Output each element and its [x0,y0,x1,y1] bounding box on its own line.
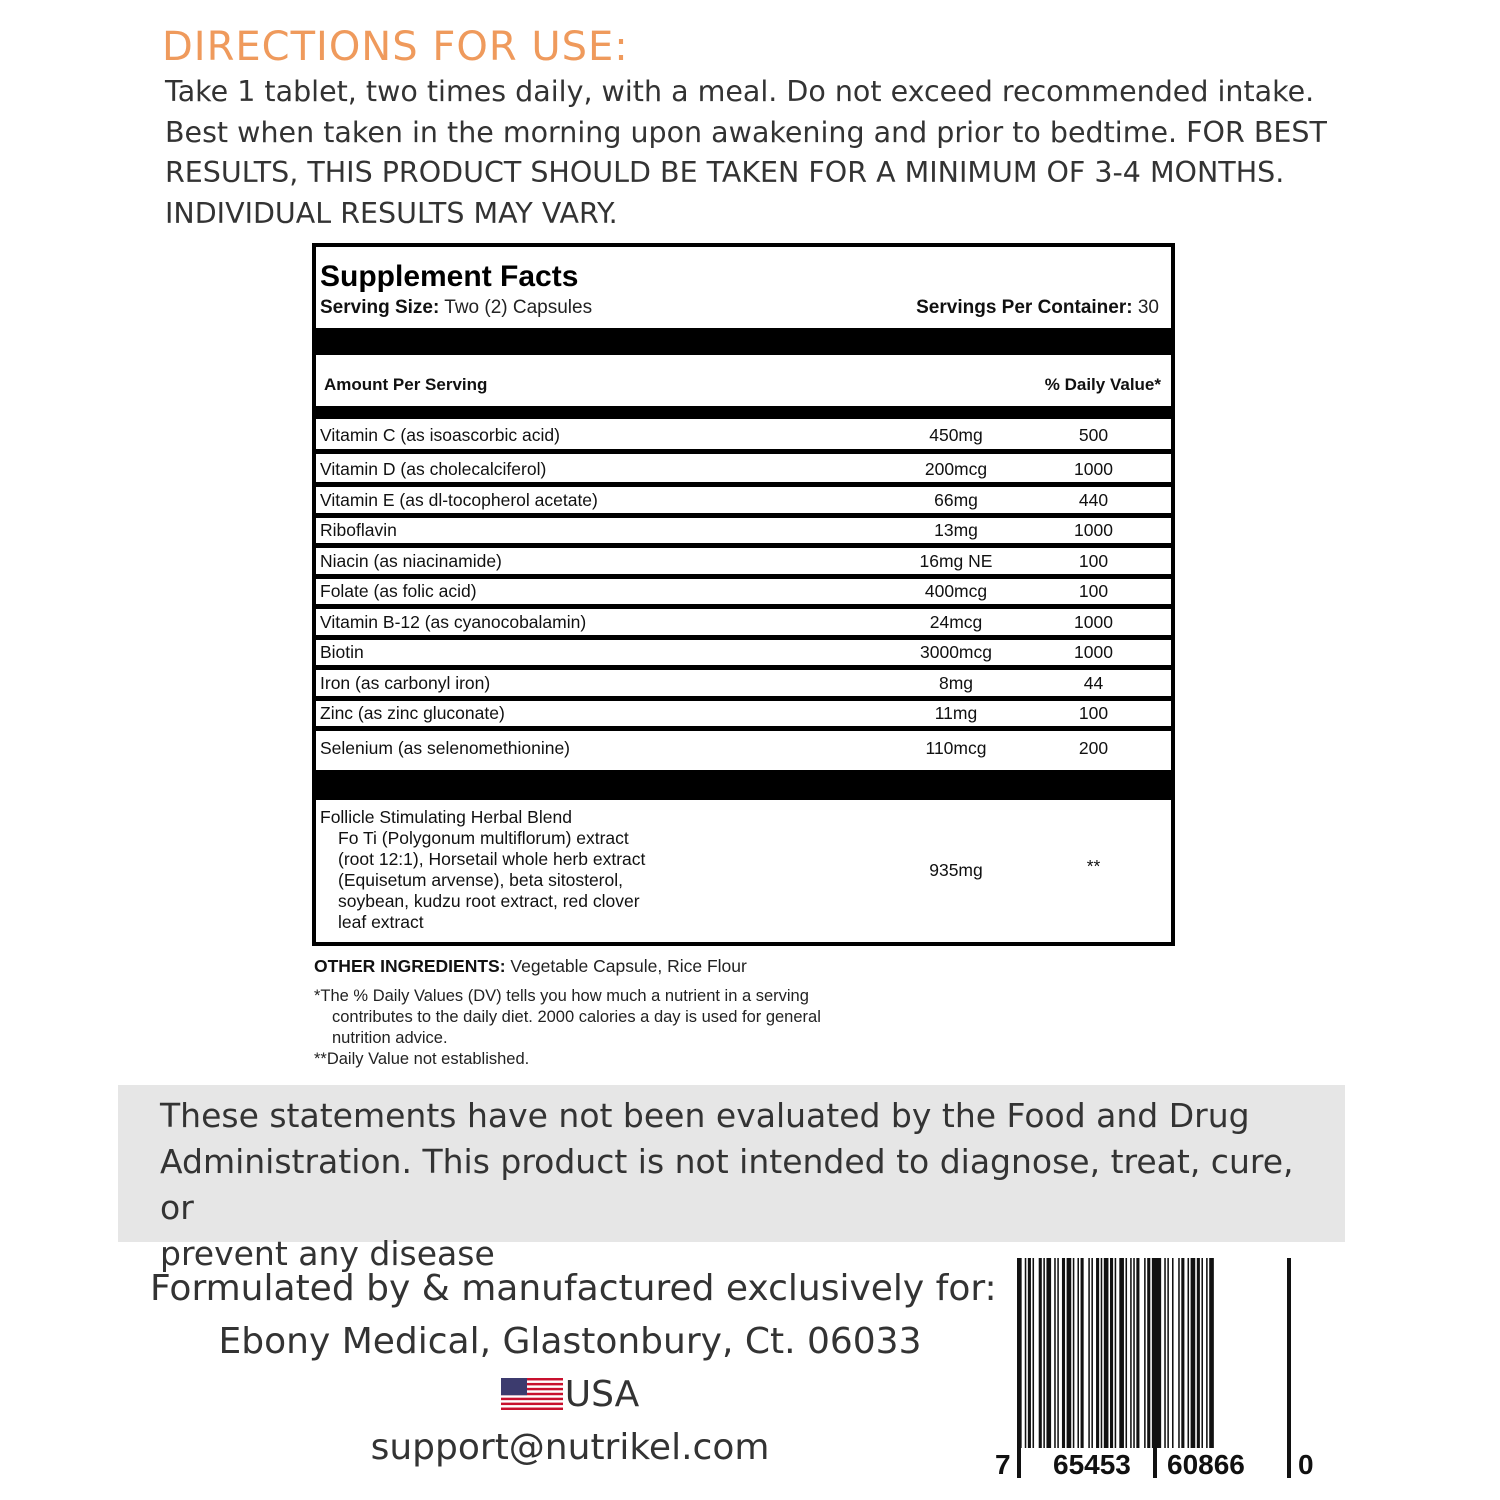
nutrient-daily-value: 1000 [1074,459,1113,479]
directions-line: INDIVIDUAL RESULTS MAY VARY. [165,196,618,230]
row-divider [316,543,1171,548]
barcode-bar [1126,1258,1128,1448]
barcode-guard-bar [1017,1258,1019,1478]
barcode-bar [1188,1258,1190,1448]
nutrient-amount: 13mg [934,520,978,540]
thick-divider [316,406,1171,419]
other-ingredients-value: Vegetable Capsule, Rice Flour [510,956,747,976]
support-email[interactable]: support@nutrikel.com [370,1427,770,1468]
barcode-bar [1039,1258,1042,1448]
barcode-bar [1077,1258,1079,1448]
nutrient-daily-value: 100 [1078,551,1109,571]
serving-size-label: Serving Size: [320,297,440,318]
blend-daily-value: ** [1086,856,1101,876]
nutrient-row [316,671,1171,696]
barcode-bar [1101,1258,1103,1448]
row-divider [316,726,1171,731]
serving-size-value: Two (2) Capsules [444,297,593,318]
barcode-bar [1209,1258,1214,1448]
dv-footnote-line: *The % Daily Values (DV) tells you how much a nutrient in a serving [314,987,809,1005]
supplement-facts-panel [312,243,1175,946]
nutrient-amount: 16mg NE [919,551,993,571]
manufacturer-country [150,1368,990,1421]
barcode-bar [1181,1258,1184,1448]
barcode-bar [1067,1258,1072,1448]
barcode-bar [1057,1258,1059,1448]
servings-per-container-value: 30 [1137,297,1159,318]
barcode-guard-bar [1019,1258,1021,1478]
nutrient-daily-value: 44 [1083,673,1104,693]
barcode-bar [1178,1258,1180,1448]
fda-disclaimer [118,1085,1345,1273]
nutrient-row [316,488,1171,513]
fda-disclaimer-text [160,1093,1320,1277]
nutrient-daily-value: 1000 [1074,520,1113,540]
fda-line: Administration. This product is not intended to diagnose, treat, cure, or [160,1142,1294,1227]
blend-amount: 935mg [929,860,983,880]
nutrient-row [316,457,1171,482]
barcode-bar [1206,1258,1208,1448]
barcode-right-group: 60866 [1167,1449,1245,1480]
blend-ingredient-line: soybean, kudzu root extract, red clover [338,891,640,911]
blend-name: Follicle Stimulating Herbal Blend [320,807,572,827]
nutrient-name: Selenium (as selenomethionine) [320,738,570,758]
barcode-bar [1046,1258,1051,1448]
nutrient-row [316,701,1171,726]
nutrient-daily-value: 100 [1078,581,1109,601]
directions-text [165,72,1345,234]
barcode-bar [1136,1258,1139,1448]
nutrient-row [316,640,1171,665]
barcode-bar [1172,1258,1174,1448]
nutrient-daily-value: 200 [1078,738,1109,758]
barcode-bar [1115,1258,1117,1448]
barcode-bar [1167,1258,1169,1448]
row-divider [316,449,1171,454]
nutrient-amount: 8mg [938,673,974,693]
fda-line: prevent any disease [160,1234,495,1273]
nutrient-row [316,610,1171,635]
nutrient-amount: 11mg [934,703,978,723]
daily-value-header: % Daily Value* [1044,375,1161,394]
nutrient-row [316,549,1171,574]
nutrient-amount: 66mg [934,490,978,510]
barcode-bar [1130,1258,1132,1448]
nutrient-name: Vitamin C (as isoascorbic acid) [320,425,560,445]
thick-divider [316,770,1171,800]
nutrient-row [316,733,1171,766]
nutrient-name: Vitamin E (as dl-tocopherol acetate) [320,490,598,510]
nutrient-amount: 3000mcg [920,642,992,662]
blend-ingredient-line: Fo Ti (Polygonum multiflorum) extract [338,828,629,848]
barcode-bar [1043,1258,1045,1448]
barcode-bar [1157,1258,1162,1448]
nutrient-daily-value: 500 [1078,425,1109,445]
barcode-bar [1197,1258,1200,1448]
servings-per-container [916,297,1159,319]
barcode-bar [1081,1258,1084,1448]
manufacturer-address: Ebony Medical, Glastonbury, Ct. 06033 [218,1321,922,1362]
manufacturer-line: Formulated by & manufactured exclusively for: [150,1268,997,1309]
barcode-bar [1147,1258,1150,1448]
country-label: USA [564,1374,640,1415]
serving-size [320,297,592,319]
nutrient-daily-value: 440 [1078,490,1109,510]
barcode-bars [995,1255,1315,1485]
barcode-bar [1025,1258,1027,1448]
barcode-bar [1096,1258,1099,1448]
other-ingredients-label: OTHER INGREDIENTS: [314,956,506,976]
nutrient-name: Niacin (as niacinamide) [320,551,502,571]
manufacturer-info [150,1262,997,1474]
barcode-bar [1028,1258,1031,1448]
barcode-bar [1033,1258,1035,1448]
nutrient-name: Zinc (as zinc gluconate) [320,703,505,723]
nutrient-name: Vitamin D (as cholecalciferol) [320,459,547,479]
row-divider [316,482,1171,487]
blend-ingredient-line: (Equisetum arvense), beta sitosterol, [338,870,623,890]
blend-ingredient-line: leaf extract [338,912,424,932]
blend-ingredient-line: (root 12:1), Horsetail whole herb extract [338,849,646,869]
footnotes [314,986,914,1070]
other-ingredients [314,956,747,977]
nutrient-daily-value: 100 [1078,703,1109,723]
nutrient-name: Iron (as carbonyl iron) [320,673,491,693]
nutrient-daily-value: 1000 [1074,642,1113,662]
barcode-bar [1088,1258,1090,1448]
nutrient-row [316,579,1171,604]
dv-footnote-line: contributes to the daily diet. 2000 calories a day is used for general [332,1008,821,1026]
barcode-bar [1191,1258,1196,1448]
barcode-guard-bar [1153,1258,1155,1478]
barcode [995,1255,1315,1485]
row-divider [316,604,1171,609]
barcode-bar [1062,1258,1065,1448]
thick-divider [316,328,1171,355]
nutrient-amount: 450mg [929,425,983,445]
barcode-bar [1104,1258,1109,1448]
nutrient-name: Folate (as folic acid) [320,581,477,601]
fda-line: These statements have not been evaluated by the Food and Drug [160,1096,1250,1135]
barcode-bar [1201,1258,1203,1448]
us-flag-icon [501,1378,563,1410]
barcode-guard-bar [1287,1258,1289,1478]
directions-line: Best when taken in the morning upon awakening and prior to bedtime. FOR BEST [165,115,1327,149]
herbal-blend [320,807,700,933]
barcode-bar [1073,1258,1075,1448]
barcode-bar [1133,1258,1135,1448]
barcode-guard-bar [1155,1258,1157,1478]
barcode-bar [1144,1258,1146,1448]
nutrient-name: Vitamin B-12 (as cyanocobalamin) [320,612,587,632]
directions-line: Take 1 tablet, two times daily, with a meal. Do not exceed recommended intake. [165,75,1315,108]
dv-footnote-line: nutrition advice. [332,1029,448,1047]
barcode-bar [1110,1258,1113,1448]
directions-title: DIRECTIONS FOR USE: [162,24,629,70]
nutrient-amount: 110mcg [925,738,987,758]
nutrient-amount: 400mcg [924,581,988,601]
nutrient-name: Riboflavin [320,520,397,540]
barcode-left-group: 65453 [1053,1449,1131,1480]
nutrient-row [316,518,1171,543]
nutrient-amount: 200mcg [924,459,988,479]
barcode-guard-bar [1289,1258,1291,1478]
nutrient-row [316,423,1171,449]
nutrient-amount: 24mcg [929,612,983,632]
amount-per-serving-header: Amount Per Serving [324,375,488,394]
nutrient-daily-value: 1000 [1074,612,1113,632]
barcode-lead-digit: 7 [995,1449,1011,1480]
barcode-bar [1091,1258,1093,1448]
row-divider [316,665,1171,670]
facts-title: Supplement Facts [320,260,579,293]
barcode-bar [1164,1258,1166,1448]
dv-not-established-footnote: **Daily Value not established. [314,1050,530,1068]
servings-per-container-label: Servings Per Container: [916,297,1133,318]
barcode-bar [1119,1258,1124,1448]
barcode-check-digit: 0 [1298,1449,1314,1480]
directions-line: RESULTS, THIS PRODUCT SHOULD BE TAKEN FOR A MINIMUM OF 3-4 MONTHS. [165,156,1285,189]
nutrient-name: Biotin [320,642,364,662]
barcode-bar [1054,1258,1056,1448]
